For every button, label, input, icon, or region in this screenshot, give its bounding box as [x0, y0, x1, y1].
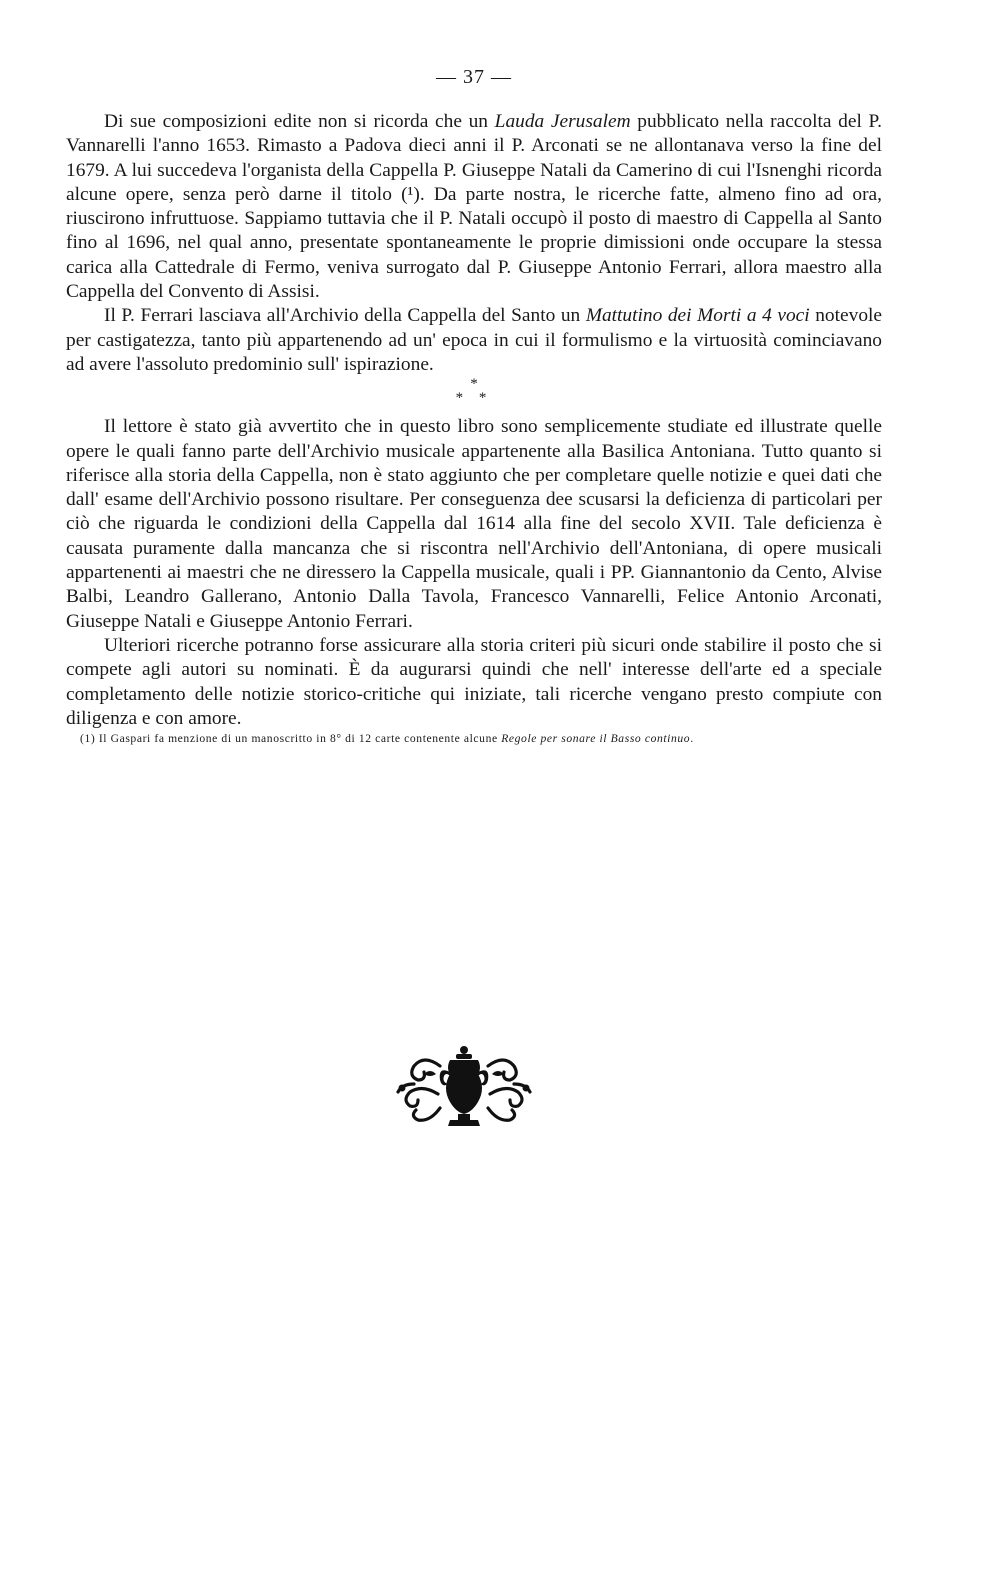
title-lauda-jerusalem: Lauda Jerusalem [494, 111, 631, 132]
asterism-top: * [470, 376, 478, 393]
asterism-separator [66, 377, 882, 415]
body-text [66, 110, 882, 747]
paragraph-3: Il lettore è stato già avvertito che in questo libro sono semplicemente studiate ed illustrate quelle opere le quali fanno parte dell'Archivio musicale appartenente alla Basilica Antoniana. Tutto quanto si riferisce alla storia della Cappella, non è stato aggiunto che per completare quelle notizie e quei dati che dall' esame dell'Archivio possono risultare. Per conseguenza dee scusarsi la deficienza di particolari per ciò che riguarda le condizioni della Cappella dal 1614 alla fine del secolo XVII. Tale deficienza è causata puramente dalla mancanza che si riscontra nell'Archivio dell'Antoniana, di opere musicali appartenenti ai maestri che ne diressero la Cappella musicale, quali i PP. Giannantonio da Cento, Alvise Balbi, Leandro Gallerano, Antonio Dalla Tavola, Francesco Vannarelli, Felice Antonio Arconati, Giuseppe Natali e Giuseppe Antonio Ferrari. [66, 416, 882, 632]
footnote-text-a: Il Gaspari fa menzione di un manoscritto in 8° di 12 carte contenente alcune [95, 732, 502, 746]
footnote-title: Regole per sonare il Basso continuo [501, 732, 691, 746]
paragraph-4: Ulteriori ricerche potranno forse assicurare alla storia criteri più sicuri onde stabilire il posto che si compete agli autori su nominati. È da augurarsi quindi che nell' interesse dell'arte ed a speciale completamento delle notizie storico-critiche qui iniziate, tali ricerche vengano presto compiute con diligenza e con amore. [66, 634, 882, 729]
footnote-text-b: . [690, 732, 694, 746]
footnote-marker: (1) [80, 732, 96, 746]
paragraph-2-text-b: notevole per castigatezza, tanto più appartenendo ad un' epoca in cui il formulismo e la virtuosità cominciavano ad avere l'assoluto predominio sull' ispirazione. [66, 305, 883, 375]
title-mattutino-dei-morti: Mattutino dei Morti a 4 voci [585, 305, 810, 327]
paragraph-2 [66, 304, 882, 377]
footnote-reference: (¹) [401, 183, 420, 205]
paragraph-2-text-a: Il P. Ferrari lasciava all'Archivio della Cappella del Santo un [104, 305, 586, 327]
page-number: — 37 — [436, 66, 512, 88]
paragraph-1-text-b: pubblicato nella raccolta del P. Vannarelli l'anno 1653. Rimasto a Padova dieci anni il P. Arconati se ne allontanava verso la fine del 1679. A lui succedeva l'organista della Cappella P. Giuseppe Natali da Camerino di cui l'Isnenghi ricorda alcune opere, senza però darne il titolo [66, 111, 882, 205]
vase-scroll-ornament-icon [394, 1044, 534, 1130]
asterism-bottom: * * [455, 390, 493, 407]
paragraph-1 [66, 110, 882, 304]
paragraph-1-text-a: Di sue composizioni edite non si ricorda che un [104, 111, 495, 132]
paragraph-1-text-c: . Da parte nostra, le ricerche fatte, almeno fino ad ora, riuscirono infruttuose. Sappiamo tuttavia che il P. Natali occupò il posto di maestro di Cappella al Santo fino al 1696, nel qual anno, presentate spontaneamente le proprie dimissioni onde occupare la stessa carica alla Cattedrale di Fermo, veniva surrogato dal P. Giuseppe Antonio Ferrari, allora maestro alla Cappella del Convento di Assisi. [66, 183, 882, 303]
footnote [66, 731, 882, 747]
